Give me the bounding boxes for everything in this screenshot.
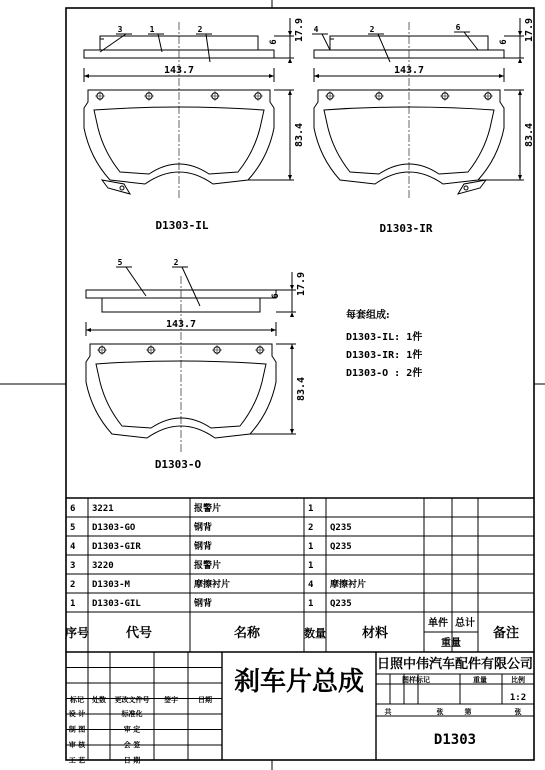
weight-label: 重量	[473, 675, 487, 684]
sign-role: 标准化	[121, 709, 143, 718]
dim-arrow	[290, 344, 294, 349]
sheet-unit-a: 张	[436, 707, 444, 716]
dim-arrow	[288, 90, 292, 95]
dim-arrow	[518, 175, 522, 180]
callout-leader	[100, 34, 126, 52]
bom-code: 3221	[92, 504, 114, 514]
wear-indicator-rivet	[120, 186, 124, 190]
dim-arrow	[518, 31, 522, 36]
scale-value: 1:2	[509, 693, 527, 703]
dim-arrow	[86, 328, 91, 332]
bom-header-unit: 单件	[428, 618, 448, 629]
bom-name: 钢背	[194, 599, 213, 609]
dim-arrow	[290, 429, 294, 434]
dim-arrow	[518, 58, 522, 63]
bom-qty: 1	[308, 504, 314, 514]
callout-leader	[158, 34, 162, 52]
rev-header: 标记	[70, 695, 84, 704]
bom-header-total: 总计	[455, 618, 475, 629]
total-sheets-label: 共	[384, 707, 392, 716]
sheet-no-label: 第	[464, 707, 472, 716]
shim-dimension: 6	[269, 39, 279, 45]
bom-header-material: 材料	[361, 626, 389, 641]
bom-header-weight: 重量	[441, 638, 461, 649]
bom-code: D1303-GO	[92, 523, 136, 533]
height-dimension: 83.4	[524, 122, 535, 148]
drawing-title: 刹车片总成	[233, 667, 365, 697]
bom-material: Q235	[330, 599, 352, 609]
sheet-unit-b: 张	[514, 707, 522, 716]
sign-role: 日 期	[123, 755, 141, 765]
thickness-dimension: 17.9	[524, 17, 535, 43]
bom-code: 3220	[92, 561, 114, 571]
bom-header-remark: 备注	[492, 626, 520, 641]
company-name: 日照中伟汽车配件有限公司	[376, 657, 534, 672]
height-dimension: 83.4	[296, 376, 307, 402]
dim-arrow	[288, 175, 292, 180]
bom-material: 摩擦衬片	[330, 580, 367, 590]
rev-header: 更改文件号	[114, 695, 150, 704]
bom-header-qty: 数量	[304, 627, 326, 640]
callout-number: 5	[117, 258, 123, 267]
callout-number: 2	[173, 258, 179, 267]
set-note-line: D1303-IR: 1件	[346, 350, 423, 361]
sign-role: 审 核	[68, 740, 86, 749]
dim-arrow	[290, 285, 294, 290]
width-dimension: 143.7	[163, 65, 195, 76]
bom-name: 钢背	[194, 523, 213, 533]
dim-arrow	[84, 74, 89, 78]
callout-number: 4	[313, 25, 319, 34]
bom-name: 报警片	[194, 561, 222, 571]
set-note-line: D1303-O : 2件	[346, 368, 423, 379]
bom-material: Q235	[330, 542, 352, 552]
dim-arrow	[518, 90, 522, 95]
sign-role: 工 艺	[68, 755, 86, 765]
thickness-dimension: 17.9	[296, 271, 307, 297]
set-note-line: D1303-IL: 1件	[346, 332, 423, 343]
dim-arrow	[271, 328, 276, 332]
callout-number: 2	[197, 25, 203, 34]
sign-role: 设 计	[68, 709, 86, 718]
scale-label: 比例	[511, 675, 525, 684]
callout-number: 2	[369, 25, 375, 34]
height-dimension: 83.4	[294, 122, 305, 148]
width-dimension: 143.7	[165, 319, 197, 330]
dim-arrow	[499, 74, 504, 78]
bom-qty: 1	[308, 599, 314, 609]
dim-arrow	[288, 58, 292, 63]
callout-number: 6	[455, 23, 461, 32]
callout-leader	[322, 34, 330, 50]
bom-code: D1303-GIL	[92, 599, 141, 609]
bom-name: 报警片	[194, 504, 222, 514]
dim-arrow	[288, 31, 292, 36]
bom-no: 5	[70, 523, 76, 533]
shim-dimension: 6	[271, 293, 281, 299]
bom-qty: 4	[308, 580, 314, 590]
callout-number: 1	[149, 25, 155, 34]
bom-qty: 2	[308, 523, 314, 533]
bom-no: 6	[70, 504, 76, 514]
dim-arrow	[314, 74, 319, 78]
bom-code: D1303-GIR	[92, 542, 141, 552]
sign-role: 会 签	[123, 740, 141, 749]
bom-header-code: 代号	[125, 626, 153, 641]
bom-header-name: 名称	[233, 626, 261, 641]
bom-code: D1303-M	[92, 580, 130, 590]
rev-header: 处数	[92, 695, 106, 704]
bom-no: 2	[70, 580, 76, 590]
view-caption: D1303-IL	[155, 219, 209, 232]
dim-arrow	[290, 312, 294, 317]
stage-label: 图样标记	[402, 675, 430, 684]
bom-no: 1	[70, 599, 76, 609]
bom-no: 4	[70, 542, 76, 552]
callout-number: 3	[117, 25, 123, 34]
shim-dimension: 6	[499, 39, 509, 45]
bom-material: Q235	[330, 523, 352, 533]
sign-role: 制 图	[68, 724, 86, 734]
callout-leader	[182, 267, 200, 306]
callout-leader	[126, 267, 146, 296]
callout-leader	[464, 32, 478, 50]
thickness-dimension: 17.9	[294, 17, 305, 43]
wear-indicator-rivet	[464, 186, 468, 190]
bom-header-no: 序号	[64, 626, 90, 640]
rev-header: 签字	[164, 695, 178, 704]
dim-arrow	[269, 74, 274, 78]
bom-name: 摩擦衬片	[194, 580, 231, 590]
set-note-title: 每套组成:	[346, 310, 390, 321]
bom-qty: 1	[308, 561, 314, 571]
bom-qty: 1	[308, 542, 314, 552]
sign-role: 审 定	[123, 724, 141, 734]
view-caption: D1303-O	[154, 458, 202, 471]
width-dimension: 143.7	[393, 65, 425, 76]
view-caption: D1303-IR	[379, 222, 433, 235]
drawing-number: D1303	[433, 732, 477, 748]
bom-no: 3	[70, 561, 76, 571]
bom-name: 钢背	[194, 542, 213, 552]
rev-header: 日期	[198, 695, 212, 704]
